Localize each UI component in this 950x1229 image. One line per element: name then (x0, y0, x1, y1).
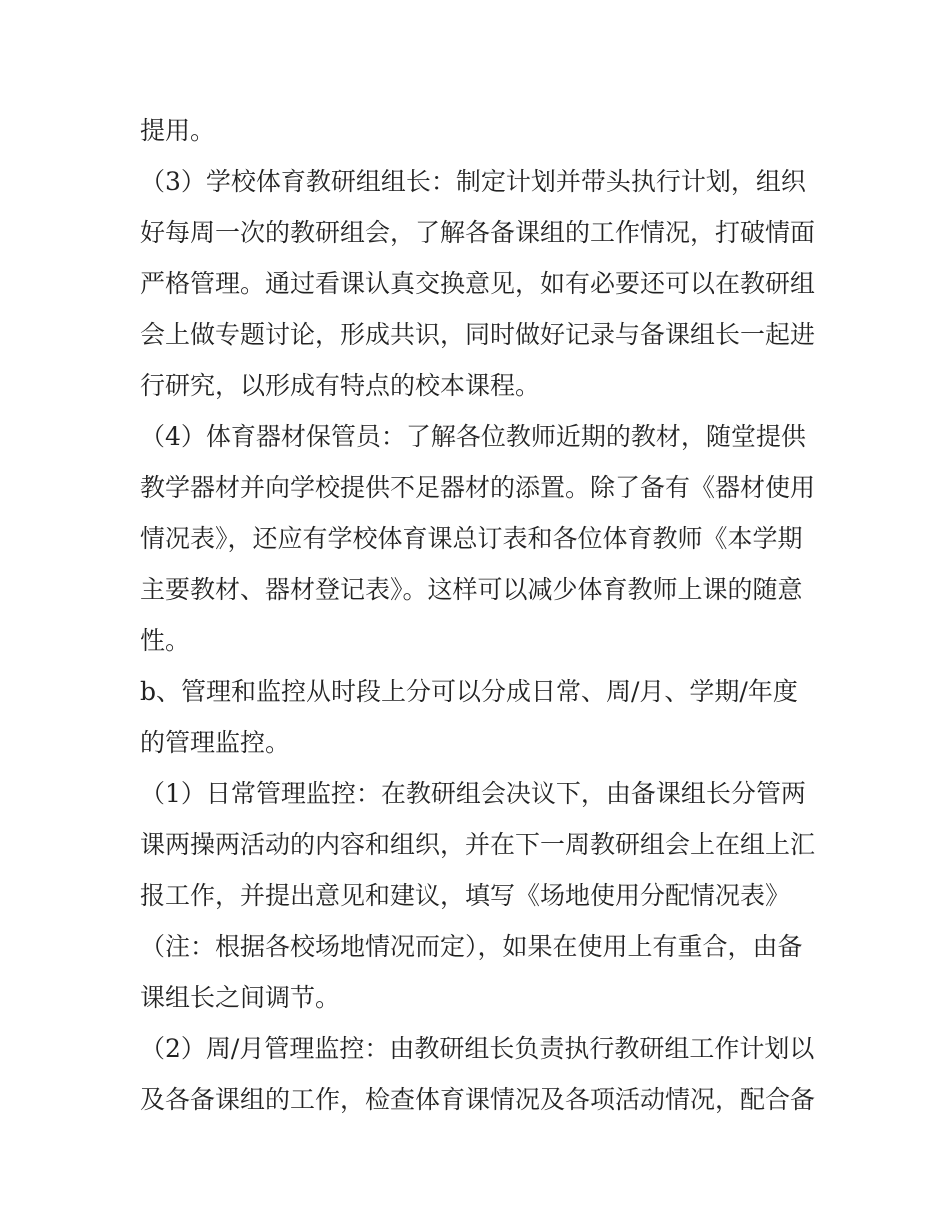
text-line: 好每周一次的教研组会，了解各备课组的工作情况，打破情面 (140, 218, 816, 247)
text-line: 教学器材并向学校提供不足器材的添置。除了备有《器材使用 (140, 473, 816, 502)
text-line: 会上做专题讨论，形成共识，同时做好记录与备课组长一起进 (140, 320, 816, 349)
text-line: 提用。 (140, 116, 216, 145)
text-line: 课两操两活动的内容和组织，并在下一周教研组会上在组上汇 (140, 830, 816, 859)
document-body (140, 105, 820, 1125)
text-line: （1）日常管理监控：在教研组会决议下，由备课组长分管两 (140, 779, 806, 808)
text-line: 情况表》，还应有学校体育课总订表和各位体育教师《本学期 (140, 524, 803, 553)
text-line: （2）周/月管理监控：由教研组长负责执行教研组工作计划以 (140, 1034, 815, 1063)
text-line: 主要教材、器材登记表》。这样可以减少体育教师上课的随意 (140, 575, 803, 604)
text-line: 行研究，以形成有特点的校本课程。 (140, 371, 541, 400)
text-line: b、管理和监控从时段上分可以分成日常、周/月、学期/年度 (140, 677, 798, 706)
text-line: 课组长之间调节。 (140, 983, 341, 1012)
text-line: 报工作，并提出意见和建议，填写《场地使用分配情况表》 (140, 881, 791, 910)
text-line: （3）学校体育教研组组长：制定计划并带头执行计划，组织 (140, 167, 806, 196)
text-line: 及各备课组的工作，检查体育课情况及各项活动情况，配合备 (140, 1085, 816, 1114)
text-line: 严格管理。通过看课认真交换意见，如有必要还可以在教研组 (140, 269, 816, 298)
text-line: 性。 (140, 626, 191, 655)
text-line: 的管理监控。 (140, 728, 291, 757)
text-line: （4）体育器材保管员：了解各位教师近期的教材，随堂提供 (140, 422, 806, 451)
text-line: （注：根据各校场地情况而定），如果在使用上有重合，由备 (140, 932, 803, 961)
